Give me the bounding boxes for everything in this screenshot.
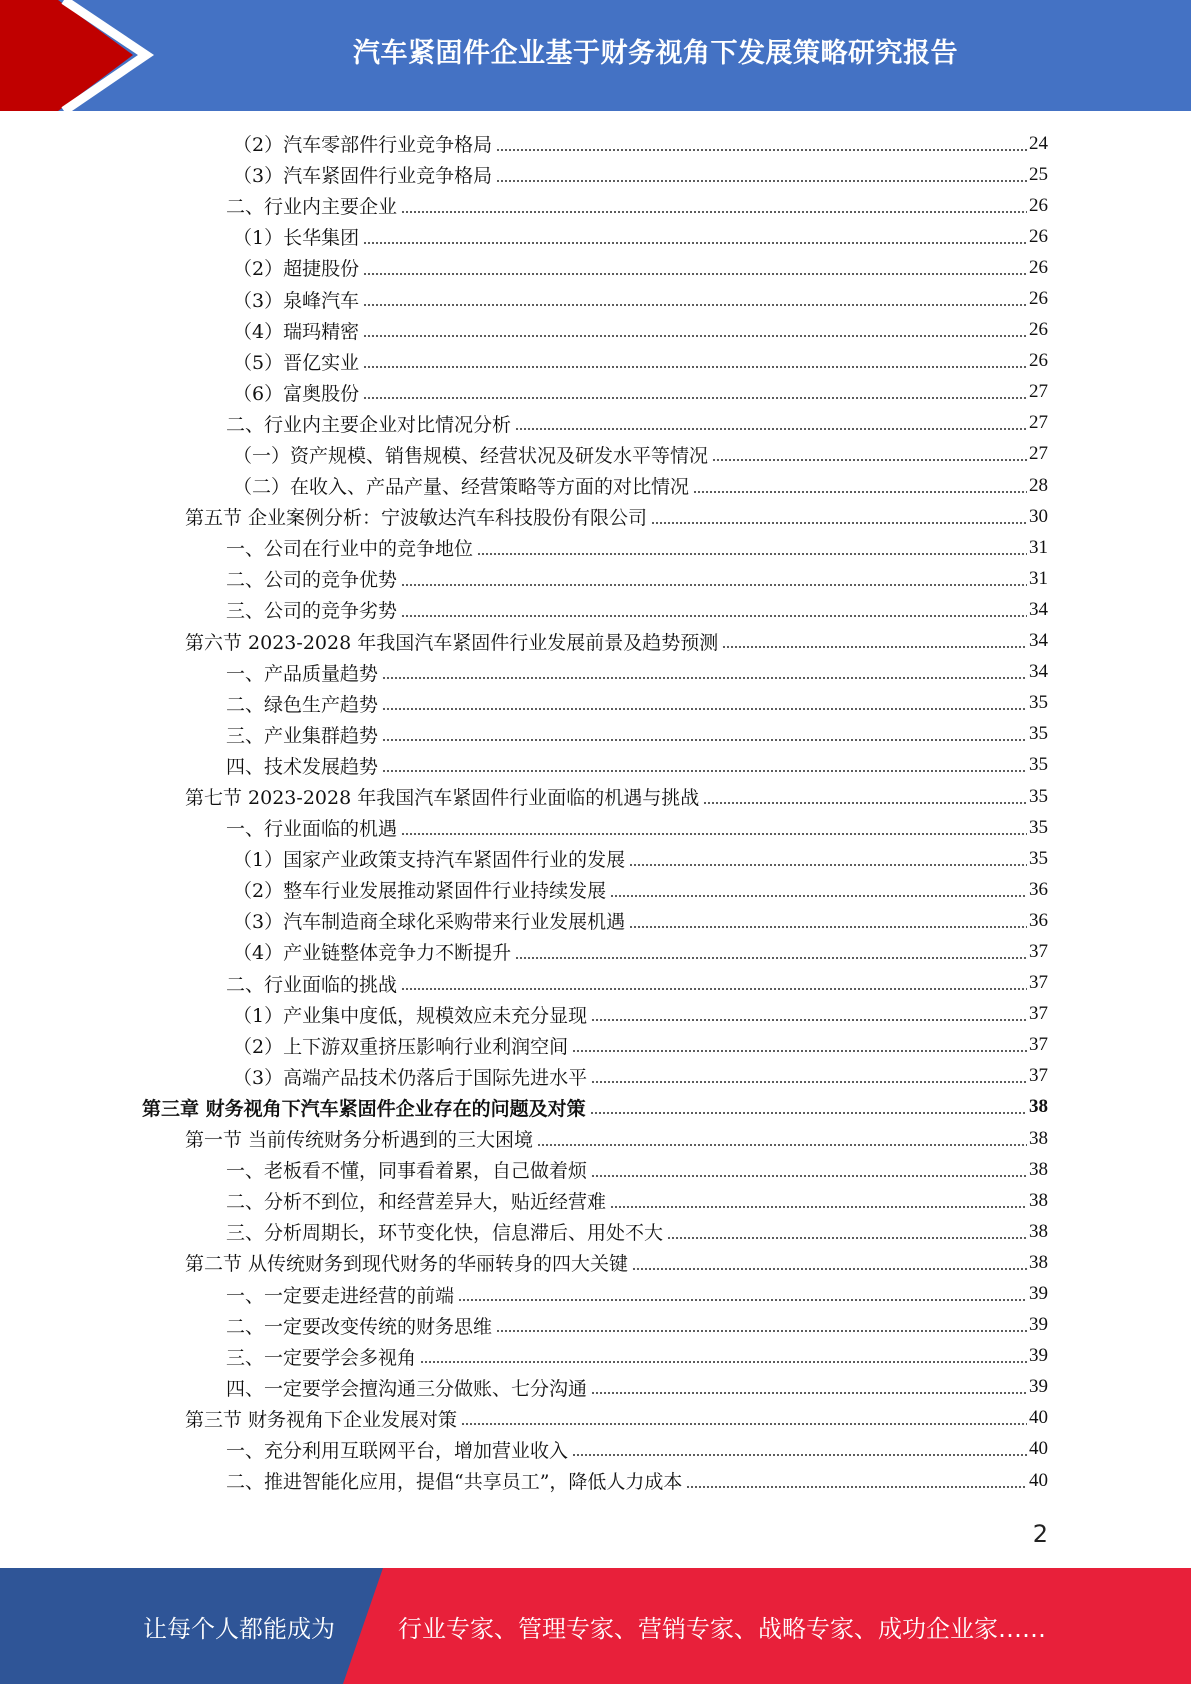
toc-entry-title: 一、行业面临的机遇 [226,818,398,841]
toc-entry-title: （一）资产规模、销售规模、经营状况及研发水平等情况 [233,444,709,467]
toc-entry[interactable] [226,594,1048,625]
toc-entry-page: 39 [1029,1376,1048,1398]
toc-entry-page: 28 [1029,474,1048,496]
toc-entry-page: 24 [1029,132,1048,154]
toc-entry[interactable] [226,1278,1048,1309]
toc-entry-title: 一、充分利用互联网平台，增加营业收入 [226,1439,569,1462]
toc-dot-leader [515,957,1027,959]
toc-dot-leader [572,1454,1027,1456]
toc-entry[interactable] [185,1247,1048,1278]
toc-entry-title: 第三节 财务视角下企业发展对策 [185,1408,458,1431]
toc-entry-title: （2）汽车零部件行业竞争格局 [233,134,493,157]
toc-entry-page: 25 [1029,163,1048,185]
toc-entry-page: 40 [1029,1469,1048,1491]
toc-entry-page: 38 [1029,1251,1048,1273]
toc-entry-page: 37 [1029,1034,1048,1056]
toc-entry-title: 一、老板看不懂，同事看着累，自己做着烦 [226,1160,588,1183]
toc-entry[interactable] [226,657,1048,688]
toc-entry-title: 二、一定要改变传统的财务思维 [226,1315,493,1338]
toc-entry-title: （4）瑞玛精密 [233,320,360,343]
toc-entry-page: 38 [1029,1096,1048,1118]
toc-dot-leader [667,1237,1027,1239]
toc-entry[interactable] [185,781,1048,812]
toc-entry-title: （二）在收入、产品产量、经营策略等方面的对比情况 [233,476,690,499]
toc-dot-leader [722,646,1027,648]
toc-dot-leader [401,615,1027,617]
toc-dot-leader [572,1050,1027,1052]
toc-dot-leader [363,335,1027,337]
toc-dot-leader [382,770,1027,772]
toc-entry-page: 26 [1029,288,1048,310]
toc-entry-title: （2）超捷股份 [233,258,360,281]
toc-entry[interactable] [233,905,1048,936]
toc-entry[interactable] [226,1434,1048,1465]
toc-entry[interactable] [233,315,1048,346]
toc-dot-leader [686,1486,1027,1488]
page-footer [0,1568,1191,1684]
report-title: 汽车紧固件企业基于财务视角下发展策略研究报告 [353,37,958,69]
toc-entry-page: 38 [1029,1189,1048,1211]
toc-entry-title: （4）产业链整体竞争力不断提升 [233,942,512,965]
toc-entry[interactable] [226,563,1048,594]
toc-entry[interactable] [233,377,1048,408]
toc-dot-leader [610,895,1027,897]
toc-dot-leader [363,397,1027,399]
page-number: 2 [1032,1520,1048,1548]
toc-entry-title: 一、一定要走进经营的前端 [226,1284,455,1307]
toc-dot-leader [590,1112,1027,1114]
toc-dot-leader [458,1299,1027,1301]
toc-entry[interactable] [233,283,1048,314]
toc-entry-page: 34 [1029,661,1048,683]
toc-entry[interactable] [226,1185,1048,1216]
toc-entry[interactable] [233,346,1048,377]
toc-entry-page: 27 [1029,412,1048,434]
toc-entry-page: 35 [1029,723,1048,745]
toc-dot-leader [401,833,1027,835]
toc-dot-leader [591,1392,1027,1394]
toc-entry[interactable] [233,221,1048,252]
toc-entry-title: 三、一定要学会多视角 [226,1346,417,1369]
toc-dot-leader [629,926,1027,928]
toc-entry[interactable] [226,1154,1048,1185]
toc-dot-leader [496,1330,1027,1332]
toc-dot-leader [496,149,1027,151]
footer-slogan-right: 行业专家、管理专家、营销专家、战略专家、成功企业家…… [398,1614,1046,1643]
toc-entry[interactable] [233,936,1048,967]
toc-entry-title: 第一节 当前传统财务分析遇到的三大困境 [185,1129,534,1152]
toc-entry[interactable] [185,1403,1048,1434]
toc-entry[interactable] [233,252,1048,283]
toc-dot-leader [401,988,1027,990]
toc-dot-leader [693,491,1027,493]
toc-entry-page: 36 [1029,909,1048,931]
toc-entry[interactable] [226,750,1048,781]
toc-entry-title: 三、分析周期长，环节变化快，信息滞后、用处不大 [226,1222,664,1245]
toc-dot-leader [363,304,1027,306]
toc-entry-title: （3）泉峰汽车 [233,289,360,312]
toc-entry-title: 第五节 企业案例分析：宁波敏达汽车科技股份有限公司 [185,507,648,530]
toc-entry[interactable] [226,719,1048,750]
toc-entry-page: 31 [1029,567,1048,589]
toc-entry[interactable] [226,968,1048,999]
toc-dot-leader [712,459,1027,461]
toc-entry[interactable] [226,408,1048,439]
toc-dot-leader [515,428,1027,430]
toc-entry-page: 34 [1029,630,1048,652]
toc-entry[interactable] [233,999,1048,1030]
toc-entry[interactable] [226,1465,1048,1496]
toc-entry[interactable] [142,1092,1048,1123]
toc-entry[interactable] [226,812,1048,843]
toc-entry-page: 26 [1029,256,1048,278]
toc-entry-title: 三、产业集群趋势 [226,724,379,747]
toc-entry-title: 二、分析不到位，和经营差异大，贴近经营难 [226,1191,607,1214]
toc-dot-leader [363,242,1027,244]
toc-dot-leader [537,1144,1027,1146]
toc-entry-title: 二、行业内主要企业 [226,196,398,219]
toc-entry[interactable] [233,128,1048,159]
toc-entry[interactable] [185,1123,1048,1154]
toc-entry-page: 39 [1029,1314,1048,1336]
toc-entry-title: （5）晋亿实业 [233,351,360,374]
toc-entry-title: 四、技术发展趋势 [226,755,379,778]
toc-entry-page: 26 [1029,319,1048,341]
toc-entry-page: 37 [1029,940,1048,962]
toc-entry-title: 二、行业面临的挑战 [226,973,398,996]
toc-dot-leader [401,584,1027,586]
toc-entry-page: 35 [1029,847,1048,869]
toc-entry-page: 26 [1029,194,1048,216]
toc-entry-title: （2）整车行业发展推动紧固件行业持续发展 [233,880,607,903]
toc-entry[interactable] [233,874,1048,905]
toc-entry-title: （3）汽车紧固件行业竞争格局 [233,165,493,188]
toc-dot-leader [651,522,1027,524]
toc-entry[interactable] [185,501,1048,532]
table-of-contents [0,128,1191,1496]
page-header [0,0,1191,111]
toc-entry-page: 26 [1029,225,1048,247]
toc-entry-title: （1）国家产业政策支持汽车紧固件行业的发展 [233,849,626,872]
toc-entry-page: 35 [1029,785,1048,807]
toc-dot-leader [591,1081,1027,1083]
toc-entry[interactable] [233,1061,1048,1092]
toc-entry-title: （1）产业集中度低，规模效应未充分显现 [233,1004,588,1027]
toc-entry-page: 37 [1029,1065,1048,1087]
toc-entry[interactable] [226,688,1048,719]
toc-dot-leader [382,677,1027,679]
toc-entry[interactable] [233,159,1048,190]
toc-entry-title: 一、产品质量趋势 [226,662,379,685]
toc-entry-title: 二、公司的竞争优势 [226,569,398,592]
toc-entry[interactable] [226,1216,1048,1247]
toc-dot-leader [629,864,1027,866]
toc-entry-title: 第六节 2023-2028 年我国汽车紧固件行业发展前景及趋势预测 [185,631,719,654]
toc-entry[interactable] [233,843,1048,874]
toc-dot-leader [591,1175,1027,1177]
toc-dot-leader [363,366,1027,368]
toc-entry-title: 三、公司的竞争劣势 [226,600,398,623]
toc-entry-page: 40 [1029,1407,1048,1429]
toc-dot-leader [591,1019,1027,1021]
toc-entry[interactable] [233,470,1048,501]
toc-entry-title: （2）上下游双重挤压影响行业利润空间 [233,1035,569,1058]
toc-dot-leader [363,273,1027,275]
toc-entry[interactable] [226,1372,1048,1403]
toc-entry-title: （1）长华集团 [233,227,360,250]
toc-entry-page: 26 [1029,350,1048,372]
toc-entry-title: 二、行业内主要企业对比情况分析 [226,413,512,436]
toc-entry[interactable] [226,190,1048,221]
toc-entry-page: 39 [1029,1283,1048,1305]
toc-dot-leader [420,1361,1027,1363]
toc-entry-page: 35 [1029,692,1048,714]
toc-dot-leader [382,739,1027,741]
toc-dot-leader [496,180,1027,182]
toc-entry-page: 35 [1029,816,1048,838]
toc-entry-page: 37 [1029,972,1048,994]
toc-entry-title: 二、绿色生产趋势 [226,693,379,716]
toc-entry-title: 第三章 财务视角下汽车紧固件企业存在的问题及对策 [142,1097,586,1120]
toc-entry-title: （3）高端产品技术仍落后于国际先进水平 [233,1066,588,1089]
toc-entry[interactable] [233,439,1048,470]
toc-entry-title: （6）富奥股份 [233,382,360,405]
toc-entry-title: 第七节 2023-2028 年我国汽车紧固件行业面临的机遇与挑战 [185,787,700,810]
toc-dot-leader [382,708,1027,710]
toc-entry[interactable] [226,1341,1048,1372]
toc-entry-page: 38 [1029,1127,1048,1149]
toc-entry-page: 37 [1029,1003,1048,1025]
toc-entry-page: 27 [1029,443,1048,465]
footer-slogan-left: 让每个人都能成为 [143,1614,335,1643]
toc-dot-leader [477,553,1027,555]
toc-entry-page: 36 [1029,878,1048,900]
toc-entry[interactable] [233,1030,1048,1061]
toc-entry-page: 39 [1029,1345,1048,1367]
toc-entry-page: 38 [1029,1158,1048,1180]
toc-dot-leader [461,1423,1027,1425]
toc-dot-leader [401,211,1027,213]
toc-entry-page: 30 [1029,505,1048,527]
toc-entry-page: 38 [1029,1220,1048,1242]
toc-entry-page: 34 [1029,598,1048,620]
toc-entry-title: 第二节 从传统财务到现代财务的华丽转身的四大关键 [185,1253,629,1276]
toc-entry-page: 40 [1029,1438,1048,1460]
toc-entry[interactable] [226,532,1048,563]
toc-dot-leader [703,802,1027,804]
toc-entry-title: 二、推进智能化应用，提倡“共享员工”，降低人力成本 [226,1471,683,1494]
toc-entry[interactable] [185,626,1048,657]
toc-entry-page: 31 [1029,536,1048,558]
toc-entry[interactable] [226,1310,1048,1341]
toc-entry-title: 四、一定要学会擅沟通三分做账、七分沟通 [226,1377,588,1400]
toc-dot-leader [610,1206,1027,1208]
toc-dot-leader [632,1268,1027,1270]
toc-entry-title: （3）汽车制造商全球化采购带来行业发展机遇 [233,911,626,934]
toc-entry-page: 35 [1029,754,1048,776]
toc-entry-page: 27 [1029,381,1048,403]
toc-entry-title: 一、公司在行业中的竞争地位 [226,538,474,561]
